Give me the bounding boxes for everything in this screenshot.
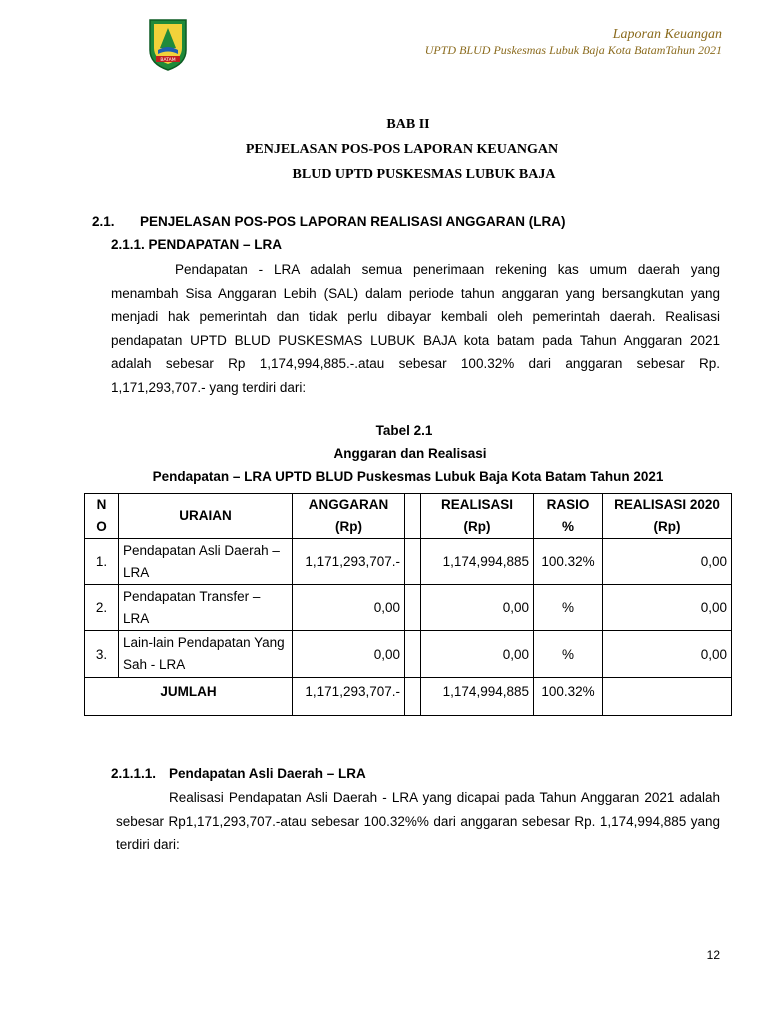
row-rasio: %	[534, 631, 603, 678]
row-realisasi: 0,00	[421, 631, 534, 678]
header-anggaran: ANGGARAN (Rp)	[293, 494, 405, 539]
row-anggaran: 0,00	[293, 585, 405, 631]
subsubsection-number: 2.1.1.1.	[111, 766, 157, 781]
table-row	[85, 585, 732, 631]
batam-emblem-logo	[146, 16, 190, 72]
header-spacer	[405, 494, 421, 539]
header-uraian: URAIAN	[119, 494, 293, 539]
row-uraian: Pendapatan Asli Daerah – LRA	[119, 539, 293, 585]
row-no: 3.	[85, 631, 119, 678]
row-uraian: Pendapatan Transfer – LRA	[119, 585, 293, 631]
total-anggaran: 1,171,293,707.-	[293, 678, 405, 716]
total-realisasi-2020	[603, 678, 732, 716]
table-caption-number: Tabel 2.1	[375, 423, 433, 438]
pad-paragraph: Realisasi Pendapatan Asli Daerah - LRA yang dicapai pada Tahun Anggaran 2021 adalah sebesar Rp1,171,293,707.-atau sebesar 100.32%% dari anggaran sebesar Rp. 1,174,994,885 yang terdiri dari:	[116, 790, 720, 852]
chapter-title: PENJELASAN POS-POS LAPORAN KEUANGAN	[245, 142, 559, 157]
running-header	[425, 26, 722, 58]
table-header-row	[85, 494, 732, 539]
table-row	[85, 631, 732, 678]
row-anggaran: 1,171,293,707.-	[293, 539, 405, 585]
table-caption-subtitle: Pendapatan – LRA UPTD BLUD Puskesmas Lubuk Baja Kota Batam Tahun 2021	[152, 469, 664, 484]
chapter-subtitle: BLUD UPTD PUSKESMAS LUBUK BAJA	[292, 167, 556, 182]
table-caption-title: Anggaran dan Realisasi	[333, 446, 487, 461]
row-rasio: 100.32%	[534, 539, 603, 585]
total-rasio: 100.32%	[534, 678, 603, 716]
total-realisasi: 1,174,994,885	[421, 678, 534, 716]
header-realisasi: REALISASI (Rp)	[421, 494, 534, 539]
row-uraian: Lain-lain Pendapatan Yang Sah - LRA	[119, 631, 293, 678]
row-realisasi-2020: 0,00	[603, 585, 732, 631]
row-spacer	[405, 631, 421, 678]
row-realisasi-2020: 0,00	[603, 539, 732, 585]
row-no: 1.	[85, 539, 119, 585]
pendapatan-paragraph: Pendapatan - LRA adalah semua penerimaan rekening kas umum daerah yang menambah Sisa Anggaran Lebih (SAL) dalam periode tahun anggaran yang bersangkutan yang menjadi hak pemerintah dan tidak perlu dibayar kembali oleh pemerintah daerah. Realisasi pendapatan UPTD BLUD PUSKESMAS LUBUK BAJA kota batam pada Tahun Anggaran 2021 adalah sebesar Rp 1,174,994,885.-.atau sebesar 100.32% dari anggaran sebesar Rp. 1,171,293,707.- yang terdiri dari:	[111, 262, 720, 395]
section-number: 2.1.	[92, 214, 115, 229]
svg-text:BATAM: BATAM	[160, 58, 176, 63]
chapter-label: BAB II	[386, 117, 430, 132]
row-realisasi: 1,174,994,885	[421, 539, 534, 585]
row-no: 2.	[85, 585, 119, 631]
table-total-row	[85, 678, 732, 716]
header-no: N O	[85, 494, 119, 539]
subsection-heading: 2.1.1. PENDAPATAN – LRA	[111, 237, 283, 252]
table-row	[85, 539, 732, 585]
header-report-title: Laporan Keuangan	[612, 27, 722, 42]
total-label: JUMLAH	[85, 678, 293, 716]
section-title: PENJELASAN POS-POS LAPORAN REALISASI ANGGARAN (LRA)	[140, 214, 566, 229]
row-realisasi-2020: 0,00	[603, 631, 732, 678]
page-number: 12	[706, 948, 720, 962]
header-rasio: RASIO %	[534, 494, 603, 539]
realisasi-anggaran-table	[84, 493, 732, 716]
row-rasio: %	[534, 585, 603, 631]
row-spacer	[405, 539, 421, 585]
row-realisasi: 0,00	[421, 585, 534, 631]
header-realisasi-2020: REALISASI 2020 (Rp)	[603, 494, 732, 539]
row-spacer	[405, 585, 421, 631]
row-anggaran: 0,00	[293, 631, 405, 678]
subsubsection-title: Pendapatan Asli Daerah – LRA	[169, 766, 366, 781]
header-report-subtitle: UPTD BLUD Puskesmas Lubuk Baja Kota BatamTahun 2021	[424, 43, 722, 57]
total-spacer	[405, 678, 421, 716]
